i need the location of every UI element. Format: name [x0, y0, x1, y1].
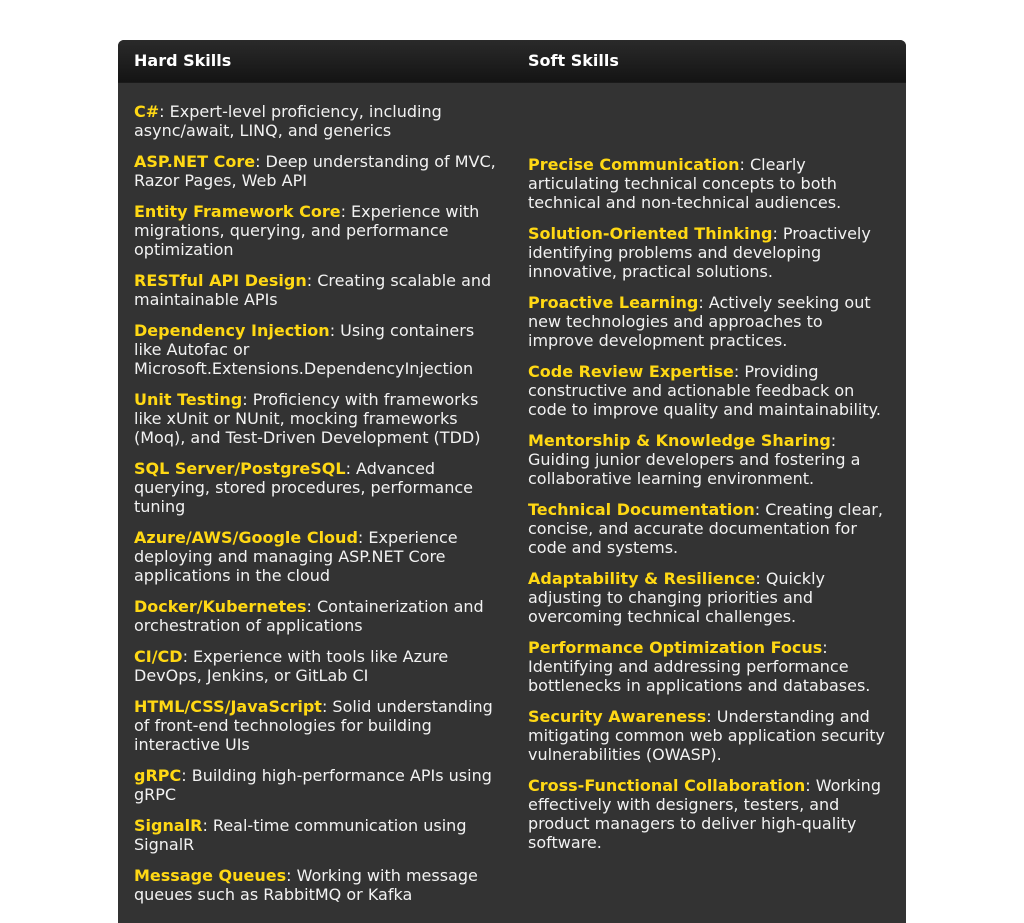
soft-skill-item	[528, 224, 890, 281]
skill-description: : Quickly adjusting to changing priorities and overcoming technical challenges.	[528, 569, 825, 626]
header-hard-skills: Hard Skills	[134, 51, 232, 70]
skill-description: : Proactively identifying problems and developing innovative, practical solutions.	[528, 224, 871, 281]
soft-skill-item	[528, 431, 890, 488]
skill-description: : Working effectively with designers, testers, and product managers to deliver high-quality software.	[528, 776, 881, 852]
soft-skill-item	[528, 362, 890, 419]
soft-skill-item	[528, 776, 890, 852]
skill-term: Performance Optimization Focus	[528, 638, 823, 657]
skill-term: Unit Testing	[134, 390, 243, 409]
skills-table	[118, 40, 906, 923]
skill-term: Technical Documentation	[528, 500, 755, 519]
skill-description: : Understanding and mitigating common web application security vulnerabilities (OWASP).	[528, 707, 885, 764]
table-header	[118, 40, 906, 83]
skill-term: Security Awareness	[528, 707, 707, 726]
soft-skill-item	[528, 155, 890, 212]
skill-description: : Actively seeking out new technologies and approaches to improve development practices.	[528, 293, 871, 350]
hard-skill-item	[134, 766, 498, 804]
skill-term: Docker/Kubernetes	[134, 597, 307, 616]
skill-term: Solution-Oriented Thinking	[528, 224, 773, 243]
soft-skill-item	[528, 638, 890, 695]
skill-term: CI/CD	[134, 647, 183, 666]
skill-description: : Identifying and addressing performance bottlenecks in applications and databases.	[528, 638, 871, 695]
soft-skills-column	[528, 155, 890, 864]
hard-skill-item	[134, 271, 498, 309]
hard-skill-item	[134, 597, 498, 635]
hard-skill-item	[134, 390, 498, 447]
skill-description: : Experience with tools like Azure DevOps, Jenkins, or GitLab CI	[134, 647, 449, 685]
skill-description: : Expert-level proficiency, including async/await, LINQ, and generics	[134, 102, 442, 140]
skill-term: C#	[134, 102, 160, 121]
hard-skill-item	[134, 866, 498, 904]
skill-description: : Proficiency with frameworks like xUnit or NUnit, mocking frameworks (Moq), and Test-Driven Development (TDD)	[134, 390, 481, 447]
skill-term: Code Review Expertise	[528, 362, 734, 381]
skill-term: Precise Communication	[528, 155, 740, 174]
skill-term: Adaptability & Resilience	[528, 569, 756, 588]
skill-term: Proactive Learning	[528, 293, 699, 312]
header-soft-skills: Soft Skills	[528, 51, 619, 70]
skill-description: : Solid understanding of front-end technologies for building interactive UIs	[134, 697, 493, 754]
hard-skill-item	[134, 528, 498, 585]
hard-skill-item	[134, 647, 498, 685]
skill-description: : Building high-performance APIs using gRPC	[134, 766, 492, 804]
hard-skill-item	[134, 202, 498, 259]
skill-description: : Creating scalable and maintainable APIs	[134, 271, 492, 309]
skill-description: : Experience with migrations, querying, and performance optimization	[134, 202, 480, 259]
soft-skill-item	[528, 569, 890, 626]
skill-term: Azure/AWS/Google Cloud	[134, 528, 358, 547]
skill-term: Message Queues	[134, 866, 287, 885]
skill-term: HTML/CSS/JavaScript	[134, 697, 322, 716]
skill-term: ASP.NET Core	[134, 152, 256, 171]
hard-skill-item	[134, 152, 498, 190]
hard-skill-item	[134, 459, 498, 516]
skill-term: Dependency Injection	[134, 321, 330, 340]
skill-term: Entity Framework Core	[134, 202, 341, 221]
soft-skill-item	[528, 293, 890, 350]
skill-description: : Advanced querying, stored procedures, performance tuning	[134, 459, 473, 516]
hard-skill-item	[134, 697, 498, 754]
hard-skill-item	[134, 816, 498, 854]
skill-term: SQL Server/PostgreSQL	[134, 459, 346, 478]
hard-skill-item	[134, 321, 498, 378]
skill-term: gRPC	[134, 766, 182, 785]
soft-skill-item	[528, 500, 890, 557]
hard-skills-column	[134, 102, 498, 916]
skill-term: Cross-Functional Collaboration	[528, 776, 806, 795]
skill-term: SignalR	[134, 816, 203, 835]
skill-description: : Creating clear, concise, and accurate documentation for code and systems.	[528, 500, 883, 557]
skill-description: : Clearly articulating technical concepts to both technical and non-technical audiences.	[528, 155, 842, 212]
skill-description: : Working with message queues such as RabbitMQ or Kafka	[134, 866, 478, 904]
skill-description: : Experience deploying and managing ASP.NET Core applications in the cloud	[134, 528, 458, 585]
skill-term: RESTful API Design	[134, 271, 307, 290]
skill-description: : Guiding junior developers and fostering a collaborative learning environment.	[528, 431, 861, 488]
skill-description: : Deep understanding of MVC, Razor Pages, Web API	[134, 152, 496, 190]
skill-description: : Providing constructive and actionable feedback on code to improve quality and maintainability.	[528, 362, 881, 419]
skill-description: : Real-time communication using SignalR	[134, 816, 467, 854]
skill-description: : Using containers like Autofac or Microsoft.Extensions.DependencyInjection	[134, 321, 475, 378]
soft-skill-item	[528, 707, 890, 764]
skill-term: Mentorship & Knowledge Sharing	[528, 431, 831, 450]
skill-description: : Containerization and orchestration of applications	[134, 597, 484, 635]
hard-skill-item	[134, 102, 498, 140]
